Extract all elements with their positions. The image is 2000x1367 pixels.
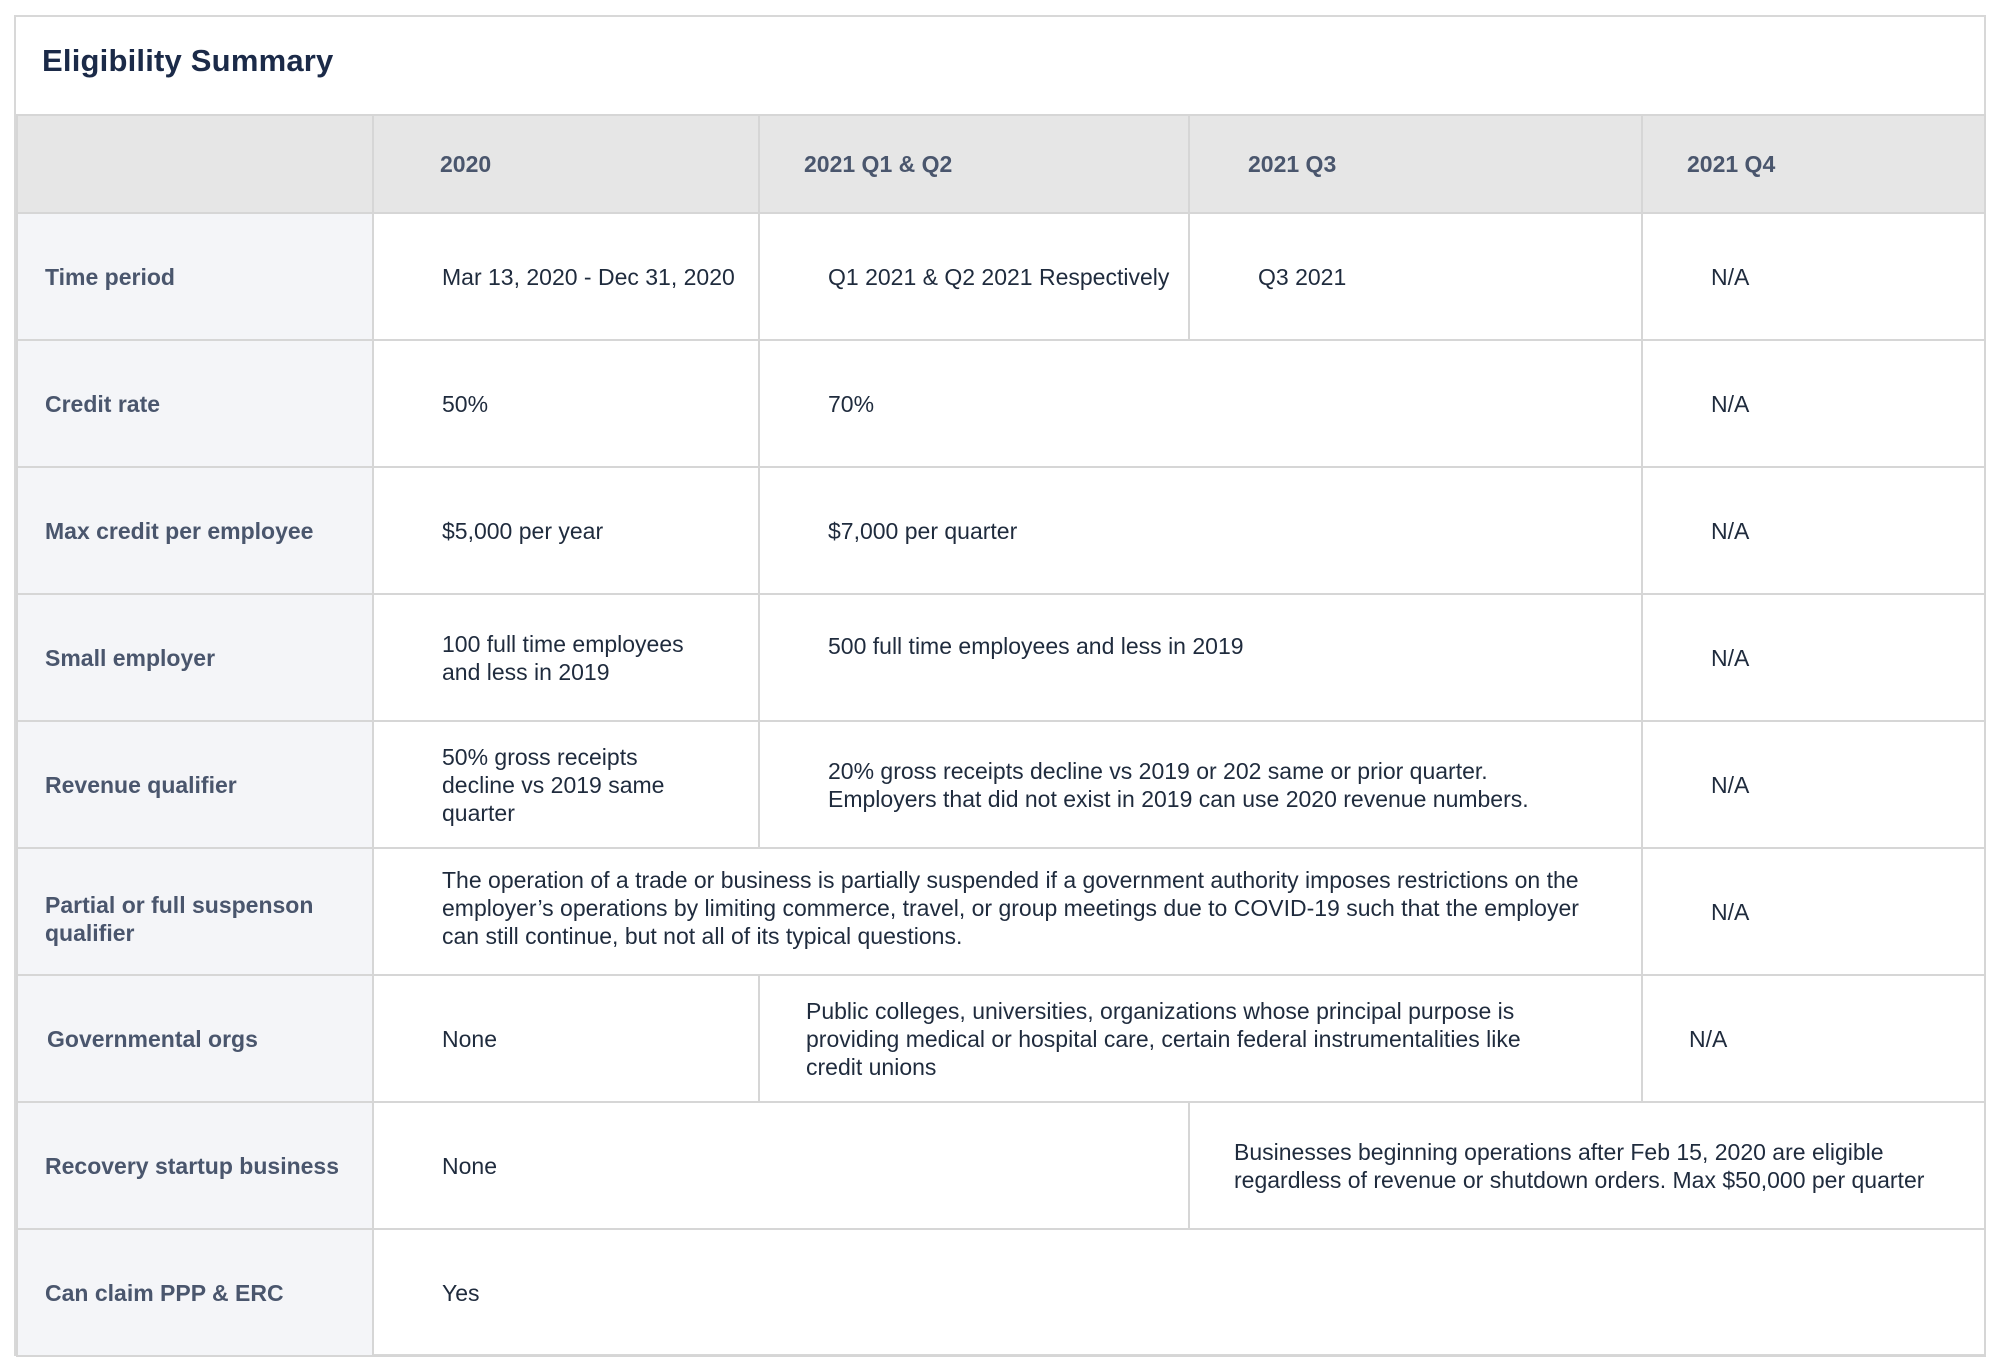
table-cell: N/A [1642,213,1985,340]
row-label: Credit rate [17,340,373,467]
table-row-time-period [17,213,1985,340]
table-cell: $5,000 per year [373,467,759,594]
table-cell: 500 full time employees and less in 2019 [759,594,1642,721]
table-row-credit-rate [17,340,1985,467]
column-header-2020: 2020 [373,115,759,213]
row-label: Recovery startup business [17,1102,373,1229]
table-cell: N/A [1642,975,1985,1102]
table-row-ppp-erc [17,1229,1985,1356]
table-cell: Businesses beginning operations after Feb 15, 2020 are eligible regardless of revenue or shutdown orders. Max $50,000 per quarter [1189,1102,1985,1229]
row-label: Small employer [17,594,373,721]
card-title: Eligibility Summary [42,43,334,78]
table-cell: The operation of a trade or business is partially suspended if a government authority imposes restrictions on the employer’s operations by limiting commerce, travel, or group meetings due to COVID-19 such that the employer can still continue, but not all of its typical questions. [373,848,1642,975]
table-cell: Public colleges, universities, organizations whose principal purpose is providing medical or hospital care, certain federal instrumentalities like credit unions [759,975,1642,1102]
table-cell: 20% gross receipts decline vs 2019 or 202 same or prior quarter. Employers that did not exist in 2019 can use 2020 revenue numbers. [759,721,1642,848]
table-cell: N/A [1642,467,1985,594]
eligibility-table [16,114,1986,1357]
table-cell: $7,000 per quarter [759,467,1642,594]
table-row-suspension-qualifier [17,848,1985,975]
column-header-2021-q3: 2021 Q3 [1189,115,1642,213]
table-cell: 50% gross receipts decline vs 2019 same quarter [373,721,759,848]
row-label: Time period [17,213,373,340]
header-row [17,115,1985,213]
table-cell: 100 full time employees and less in 2019 [373,594,759,721]
table-cell: Mar 13, 2020 - Dec 31, 2020 [373,213,759,340]
table-cell: Yes [373,1229,1985,1356]
table-cell: 50% [373,340,759,467]
column-header-2021-q1-q2: 2021 Q1 & Q2 [759,115,1189,213]
table-cell: N/A [1642,340,1985,467]
row-label: Can claim PPP & ERC [17,1229,373,1356]
row-label: Revenue qualifier [17,721,373,848]
table-cell: None [373,975,759,1102]
header-corner-cell [17,115,373,213]
table-cell: N/A [1642,721,1985,848]
table-row-revenue-qualifier [17,721,1985,848]
table-row-small-employer [17,594,1985,721]
eligibility-summary-card [14,15,1986,1356]
row-label: Governmental orgs [17,975,373,1102]
column-header-2021-q4: 2021 Q4 [1642,115,1985,213]
table-cell: 70% [759,340,1642,467]
table-cell: None [373,1102,1189,1229]
table-row-recovery-startup [17,1102,1985,1229]
table-row-governmental-orgs [17,975,1985,1102]
table-cell: N/A [1642,594,1985,721]
table-cell: N/A [1642,848,1985,975]
row-label: Max credit per employee [17,467,373,594]
row-label: Partial or full suspenson qualifier [17,848,373,975]
table-cell: Q3 2021 [1189,213,1642,340]
table-row-max-credit [17,467,1985,594]
table-cell: Q1 2021 & Q2 2021 Respectively [759,213,1189,340]
